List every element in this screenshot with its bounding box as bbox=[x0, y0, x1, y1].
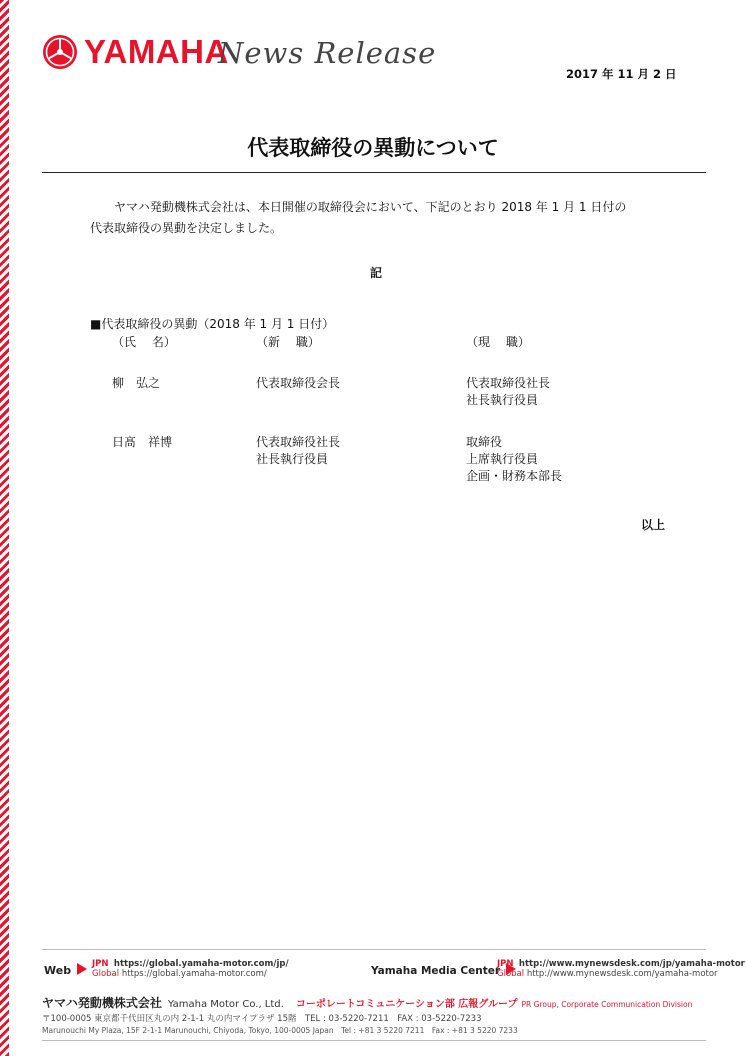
media-links bbox=[497, 959, 745, 979]
tuning-fork-emblem-icon bbox=[42, 34, 78, 70]
title-divider bbox=[42, 172, 706, 173]
web-label-text: Web bbox=[44, 964, 72, 977]
new-position-line: 代表取締役会長 bbox=[256, 376, 341, 390]
current-position-line: 社長執行役員 bbox=[466, 393, 539, 407]
web-label bbox=[44, 963, 87, 977]
person-name: 柳 弘之 bbox=[112, 376, 161, 390]
new-position bbox=[256, 375, 340, 392]
company-name-en: Yamaha Motor Co., Ltd. bbox=[167, 999, 284, 1010]
release-date: 2017 年 11 月 2 日 bbox=[566, 67, 677, 81]
new-position-line: 社長執行役員 bbox=[256, 452, 329, 466]
current-position-line: 取締役 bbox=[466, 435, 503, 449]
company-line bbox=[42, 994, 692, 1011]
section-heading: ■代表取締役の異動（2018 年 1 月 1 日付） bbox=[90, 317, 335, 331]
body-line-1: ヤマハ発動機株式会社は、本日開催の取締役会において、下記のとおり 2018 年 1 月 1 日付の bbox=[114, 200, 627, 214]
media-center-label bbox=[371, 963, 516, 977]
media-center-label-text: Yamaha Media Center bbox=[371, 965, 501, 977]
department-en: PR Group, Corporate Communication Division bbox=[521, 1000, 693, 1009]
address-jp: 〒100-0005 東京都千代田区丸の内 2-1-1 丸の内マイプラザ 15階 TEL : 03-5220-7211 FAX : 03-5220-7233 bbox=[42, 1014, 482, 1024]
company-name-jp: ヤマハ発動機株式会社 bbox=[42, 996, 162, 1010]
closing-mark: 以上 bbox=[641, 518, 666, 532]
footer-divider-top bbox=[42, 949, 706, 950]
web-global-link[interactable]: https://global.yamaha-motor.com/ bbox=[121, 969, 267, 979]
yamaha-logo bbox=[42, 34, 229, 70]
current-position bbox=[466, 375, 550, 409]
new-position bbox=[256, 434, 340, 468]
jpn-tag: JPN bbox=[92, 959, 109, 969]
media-global-link[interactable]: http://www.mynewsdesk.com/yamaha-motor bbox=[526, 969, 718, 979]
announcement-body bbox=[90, 197, 680, 239]
jpn-tag: JPN bbox=[497, 959, 514, 969]
new-position-line: 代表取締役社長 bbox=[256, 435, 341, 449]
person-name: 日髙 祥博 bbox=[112, 435, 173, 449]
red-arrow-icon bbox=[77, 963, 87, 975]
media-jpn-link[interactable]: http://www.mynewsdesk.com/jp/yamaha-motor bbox=[518, 959, 745, 969]
global-tag: Global bbox=[497, 969, 525, 979]
header-new-position: （新 職） bbox=[256, 335, 320, 349]
global-tag: Global bbox=[92, 969, 120, 979]
news-release-title: News Release bbox=[218, 36, 437, 70]
current-position-line: 企画・財務本部長 bbox=[466, 469, 563, 483]
department-jp: コーポレートコミュニケーション部 広報グループ bbox=[295, 999, 518, 1010]
current-position-line: 代表取締役社長 bbox=[466, 376, 551, 390]
current-position bbox=[466, 434, 562, 485]
page-title: 代表取締役の異動について bbox=[247, 136, 499, 160]
brand-wordmark: YAMAHA bbox=[84, 33, 229, 70]
body-line-2: 代表取締役の異動を決定しました。 bbox=[90, 221, 283, 235]
current-position-line: 上席執行役員 bbox=[466, 452, 539, 466]
header-name: （氏 名） bbox=[112, 335, 176, 349]
footer-divider-bottom bbox=[42, 1040, 706, 1041]
web-jpn-link[interactable]: https://global.yamaha-motor.com/jp/ bbox=[113, 959, 289, 969]
ki-marker: 記 bbox=[370, 266, 383, 280]
header-current-position: （現 職） bbox=[466, 335, 530, 349]
address-en: Marunouchi My Plaza, 15F 2-1-1 Marunouchi, Chiyoda, Tokyo, 100-0005 Japan Tel : +81 3 5220 7211 Fax : +81 3 5220 7233 bbox=[42, 1026, 518, 1035]
web-links bbox=[92, 959, 289, 979]
